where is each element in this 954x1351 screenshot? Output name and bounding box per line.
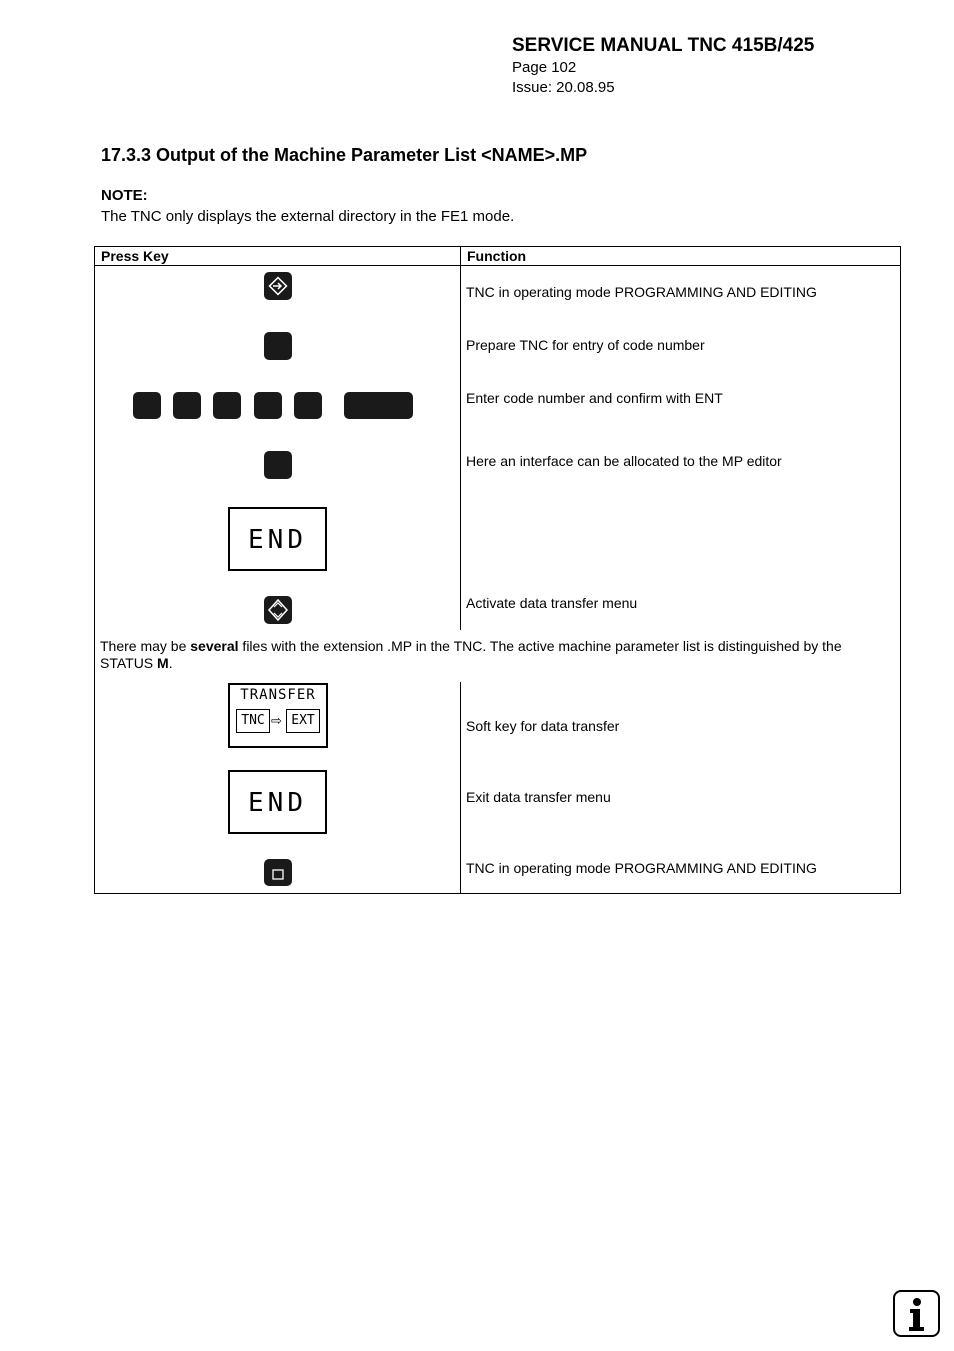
code-digit-key-4[interactable] <box>254 392 282 419</box>
row-function-9: TNC in operating mode PROGRAMMING AND EDITING <box>466 860 817 876</box>
manual-title: SERVICE MANUAL TNC 415B/425 <box>512 35 815 56</box>
end-softkey-label: END <box>248 788 307 818</box>
data-transfer-key-icon[interactable] <box>264 596 292 624</box>
note-text: The TNC only displays the external directory in the FE1 mode. <box>101 208 515 225</box>
transfer-softkey[interactable] <box>228 683 328 748</box>
info-icon <box>893 1290 940 1337</box>
code-digit-key-1[interactable] <box>133 392 161 419</box>
row-function-4: Here an interface can be allocated to the MP editor <box>466 453 782 469</box>
row-function-3: Enter code number and confirm with ENT <box>466 390 723 406</box>
end-softkey-exit[interactable] <box>228 770 327 834</box>
section-title: 17.3.3 Output of the Machine Parameter List <NAME>.MP <box>101 145 588 165</box>
transfer-softkey-label: TRANSFER <box>240 687 316 703</box>
issue-date: Issue: 20.08.95 <box>512 79 615 96</box>
row-function-1: TNC in operating mode PROGRAMMING AND EDITING <box>466 284 817 300</box>
blank-key-icon[interactable] <box>264 451 292 479</box>
page-number: Page 102 <box>512 59 577 76</box>
tnc-label: TNC <box>236 709 270 733</box>
row-function-7: Soft key for data transfer <box>466 718 620 734</box>
row-function-8: Exit data transfer menu <box>466 789 611 805</box>
column-header-press-key: Press Key <box>95 247 461 266</box>
ent-key[interactable] <box>344 392 413 419</box>
arrow-right-icon: ⇨ <box>271 713 282 728</box>
note-label: NOTE: <box>101 187 148 204</box>
status-note-paragraph: There may be several files with the extension .MP in the TNC. The active machine parameter list is distinguished by the STATUS M. <box>100 638 842 671</box>
ext-label: EXT <box>286 709 320 733</box>
programming-key-icon[interactable] <box>264 272 292 300</box>
square-key-icon[interactable] <box>264 859 292 886</box>
page-header <box>512 34 814 98</box>
row-function-6: Activate data transfer menu <box>466 595 638 611</box>
key-table-header <box>94 246 901 266</box>
code-digit-key-5[interactable] <box>294 392 322 419</box>
code-digit-key-3[interactable] <box>213 392 241 419</box>
code-digit-key-2[interactable] <box>173 392 201 419</box>
end-softkey-label: END <box>248 525 307 555</box>
end-softkey[interactable] <box>228 507 327 571</box>
row-function-2: Prepare TNC for entry of code number <box>466 337 705 353</box>
blank-key-icon[interactable] <box>264 332 292 360</box>
column-header-function: Function <box>461 247 901 266</box>
